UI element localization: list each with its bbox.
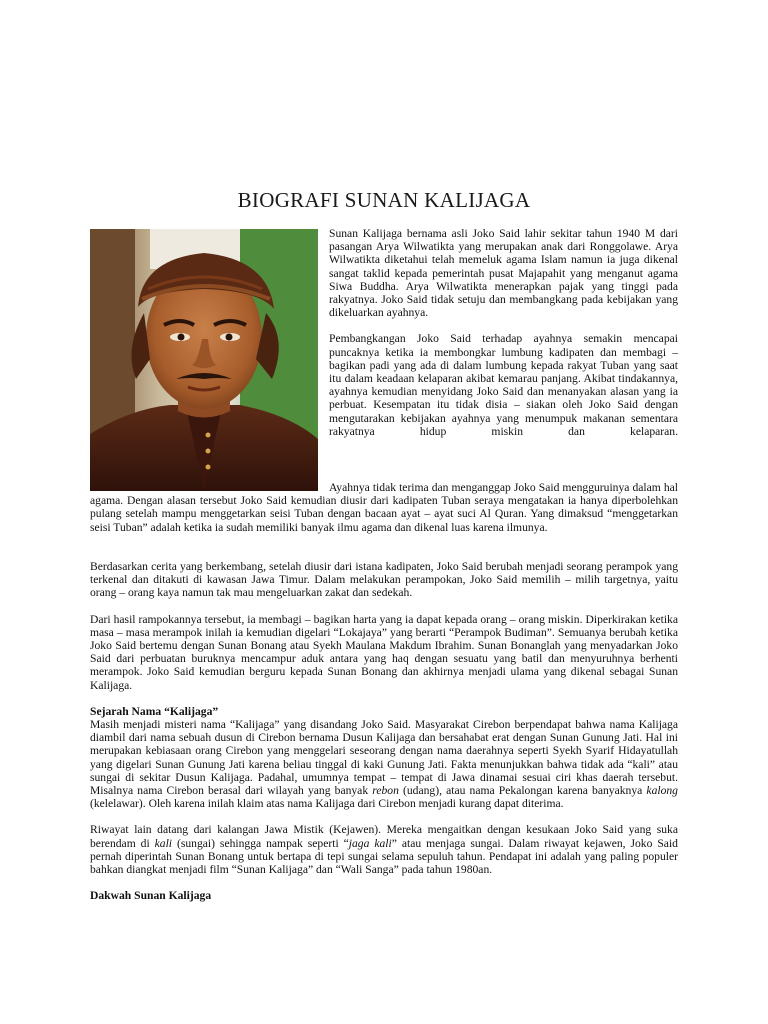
paragraph-5: Dari hasil rampokannya tersebut, ia membagi – bagikan harta yang ia dapat kepada orang – orang miskin. Diperkirakan ketika masa – masa merampok inilah ia kemudian digelari “Lokajaya” yang berarti “Perampok Budiman”. Semuanya berubah ketika Joko Said bertemu dengan Sunan Bonang atau Syekh Maulana Makdum Ibrahim. Sunan Bonanglah yang menyadarkan Joko Said dari perbuatan buruknya mencampur aduk antara yang haq dengan sesuatu yang batil dan menyuruhnya berhenti merampok. Joko Said kemudian berguru kepada Sunan Bonang dan akhirnya menjadi ulama yang dikenal sebagai Sunan Kalijaga. [90,612,678,692]
paragraph-6 [90,718,678,810]
paragraph-4: Berdasarkan cerita yang berkembang, setelah diusir dari istana kadipaten, Joko Said berubah menjadi seorang perampok yang terkenal dan ditakuti di kawasan Jawa Timur. Dalam melakukan perampokan, Joko Said memilih – milih targetnya, yaitu orang – orang kaya namun tak mau mengeluarkan zakat dan sedekah. [90,560,678,600]
paragraph-1: Sunan Kalijaga bernama asli Joko Said lahir sekitar tahun 1940 M dari pasangan Arya Wilwatikta yang merupakan anak dari Ronggolawe. Arya Wilwatikta diketahui telah memeluk agama Islam namun ia juga dikenal sangat taklid kepada pemerintah pusat Majapahit yang menganut agama Siwa Buddha. Arya Wilwatikta menerapkan pajak yang tinggi pada rakyatnya. Joko Said tidak setuju dan membangkang pada kebijakan yang dikeluarkan ayahnya. [329,227,678,320]
paragraph-2: Pembangkangan Joko Said terhadap ayahnya semakin mencapai puncaknya ketika ia membongkar lumbung kadipaten dan membagi – bagikan padi yang ada di dalam lumbung kepada rakyat Tuban yang saat itu dalam keadaan kelaparan akibat kemarau panjang. Akibat tindakannya, ayahnya kemudian menyidang Joko Said dan menanyakan alasan yang ia perbuat. Kesempatan itu tidak disia – siakan oleh Joko Said dengan mengutarakan kebijakan ayahnya yang menumpuk makanan sementara rakyatnya hidup miskin dan kelaparan. [329,332,678,438]
paragraph-6-italic-rebon: rebon [372,784,399,798]
paragraph-6-part-a: Masih menjadi misteri nama “Kalijaga” yang disandang Joko Said. Masyarakat Cirebon berpendapat bahwa nama Kalijaga diambil dari nama sebuah dusun di Cirebon bernama Dusun Kalijaga dan bersahabat erat dengan Sunan Gunung Jati. Hal ini merupakan kebiasaan orang Cirebon yang menggelari seseorang dengan nama daerahnya seperti Syekh Syarif Hidayatullah yang digelari Sunan Gunung Jati karena beliau tinggal di kaki Gunung Jati. Fakta menunjukkan bahwa tidak ada “kali” atau sungai di sekitar Dusun Kalijaga. Padahal, umumnya tempat – tempat di Jawa dinamai sesuai ciri khas daerah tersebut. Misalnya nama Cirebon berasal dari wilayah yang banyak [90,718,678,798]
intro-column [329,227,678,438]
paragraph-3: Ayahnya tidak terima dan menganggap Joko Said mengguruinya dalam hal agama. Dengan alasan tersebut Joko Said kemudian diusir dari kadipaten Tuban seraya mengatakan ia hanya diperbolehkan pulang setelah mampu menggetarkan seisi Tuban dengan bacaan ayat – ayat suci Al Quran. Yang dimaksud “menggetarkan seisi Tuban” adalah ketika ia sudah memiliki banyak ilmu agama dan dikenal luas karena ilmunya. [90,481,678,534]
paragraph-7-part-b: (sungai) sehingga nampak seperti “ [172,836,349,850]
section-heading-kalijaga-name: Sejarah Nama “Kalijaga” [90,704,219,718]
paragraph-7-part-a: Riwayat lain datang dari kalangan Jawa Mistik (Kejawen). Mereka mengaitkan dengan kesukaan Joko Said yang suka berendam di [90,823,678,850]
paragraph-6-italic-kalong: kalong [646,784,678,798]
main-body [90,560,678,902]
paragraph-6-part-c: (kelelawar). Oleh karena inilah klaim atas nama Kalijaga dari Cirebon menjadi kurang dapat diterima. [90,797,564,811]
paragraph-6-part-b: (udang), atau nama Pekalongan karena banyaknya [398,784,647,798]
section-heading-dakwah: Dakwah Sunan Kalijaga [90,889,212,903]
paragraph-7-part-c: ” atau menjaga sungai. Dalam riwayat kejawen, Joko Said pernah diperintah Sunan Bonang untuk bertapa di tepi sungai selama sepuluh tahun. Pendapat ini adalah yang paling populer bahkan diangkat menjadi film “Sunan Kalijaga” dan “Wali Sanga” pada tahun 1980an. [90,836,678,877]
document-title: BIOGRAFI SUNAN KALIJAGA [237,188,531,212]
portrait-image [90,229,318,491]
paragraph-7-italic-jaga-kali: jaga kali [348,836,392,850]
paragraph-7 [90,823,678,876]
paragraph-3-block [90,481,678,534]
paragraph-7-italic-kali: kali [154,836,173,850]
